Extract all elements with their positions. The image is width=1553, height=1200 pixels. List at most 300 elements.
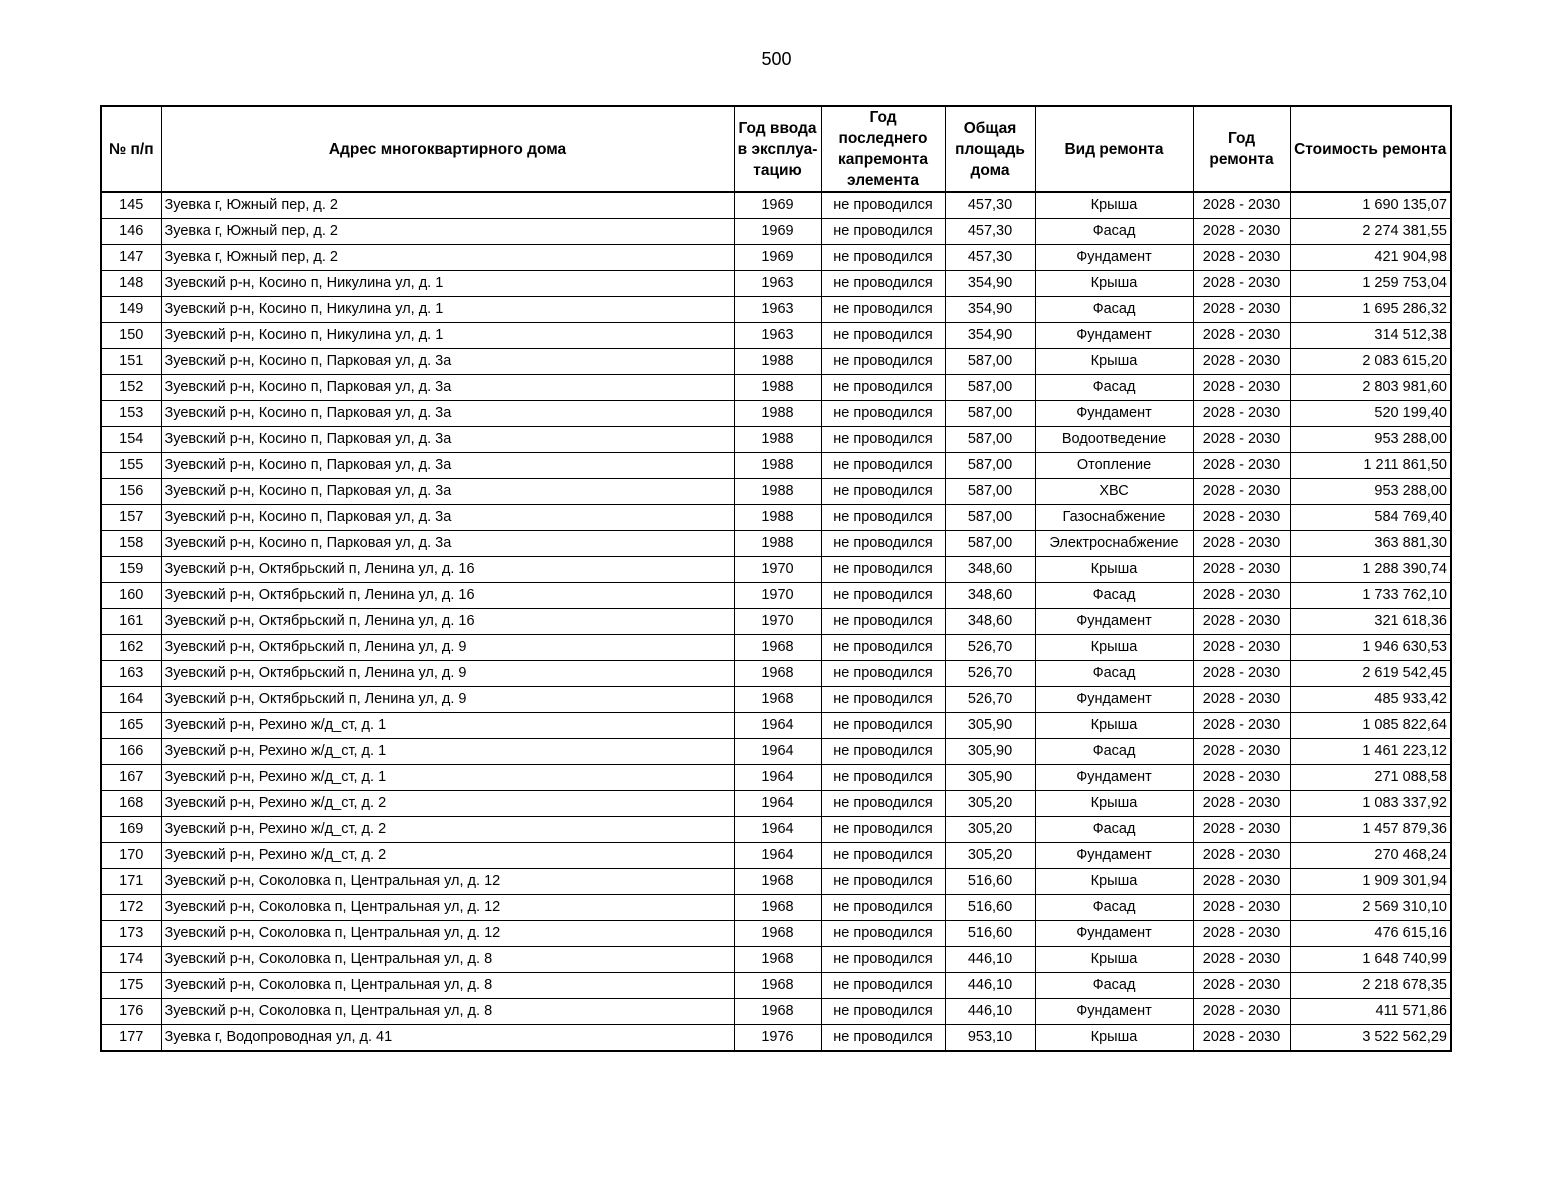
cell-address: Зуевский р-н, Октябрьский п, Ленина ул, д. 16	[161, 583, 734, 609]
table-header-row	[101, 106, 1451, 192]
cell-num: 164	[101, 687, 161, 713]
cell-cost: 314 512,38	[1290, 323, 1451, 349]
header-area: Общая площадь дома	[945, 106, 1035, 192]
cell-last-repair: не проводился	[821, 557, 945, 583]
header-cost: Стоимость ремонта	[1290, 106, 1451, 192]
cell-address: Зуевка г, Южный пер, д. 2	[161, 245, 734, 271]
cell-address: Зуевский р-н, Октябрьский п, Ленина ул, д. 16	[161, 609, 734, 635]
cell-last-repair: не проводился	[821, 453, 945, 479]
cell-address: Зуевский р-н, Рехино ж/д_ст, д. 2	[161, 791, 734, 817]
cell-year-built: 1976	[734, 1025, 821, 1052]
cell-cost: 3 522 562,29	[1290, 1025, 1451, 1052]
table-row	[101, 895, 1451, 921]
table-row	[101, 635, 1451, 661]
table-row	[101, 349, 1451, 375]
cell-address: Зуевка г, Южный пер, д. 2	[161, 219, 734, 245]
cell-address: Зуевка г, Водопроводная ул, д. 41	[161, 1025, 734, 1052]
cell-num: 156	[101, 479, 161, 505]
cell-address: Зуевский р-н, Октябрьский п, Ленина ул, д. 9	[161, 635, 734, 661]
cell-last-repair: не проводился	[821, 531, 945, 557]
cell-repair-kind: Фундамент	[1035, 687, 1193, 713]
cell-area: 516,60	[945, 869, 1035, 895]
page-number: 500	[761, 49, 792, 69]
cell-area: 953,10	[945, 1025, 1035, 1052]
cell-num: 167	[101, 765, 161, 791]
cell-last-repair: не проводился	[821, 375, 945, 401]
cell-last-repair: не проводился	[821, 947, 945, 973]
cell-area: 457,30	[945, 219, 1035, 245]
cell-year-built: 1988	[734, 531, 821, 557]
cell-repair-year: 2028 - 2030	[1193, 297, 1290, 323]
cell-area: 354,90	[945, 323, 1035, 349]
cell-repair-kind: Крыша	[1035, 192, 1193, 219]
cell-last-repair: не проводился	[821, 635, 945, 661]
cell-year-built: 1988	[734, 349, 821, 375]
cell-num: 147	[101, 245, 161, 271]
cell-num: 169	[101, 817, 161, 843]
cell-year-built: 1968	[734, 973, 821, 999]
cell-last-repair: не проводился	[821, 609, 945, 635]
cell-num: 165	[101, 713, 161, 739]
cell-cost: 270 468,24	[1290, 843, 1451, 869]
cell-last-repair: не проводился	[821, 401, 945, 427]
cell-area: 305,90	[945, 713, 1035, 739]
cell-last-repair: не проводился	[821, 739, 945, 765]
cell-repair-year: 2028 - 2030	[1193, 999, 1290, 1025]
cell-year-built: 1968	[734, 999, 821, 1025]
cell-repair-kind: Газоснабжение	[1035, 505, 1193, 531]
cell-area: 305,20	[945, 791, 1035, 817]
cell-cost: 1 259 753,04	[1290, 271, 1451, 297]
table-row	[101, 687, 1451, 713]
cell-year-built: 1988	[734, 505, 821, 531]
cell-repair-kind: Фасад	[1035, 973, 1193, 999]
cell-cost: 363 881,30	[1290, 531, 1451, 557]
table-row	[101, 453, 1451, 479]
cell-address: Зуевский р-н, Косино п, Парковая ул, д. 3а	[161, 453, 734, 479]
cell-num: 160	[101, 583, 161, 609]
cell-last-repair: не проводился	[821, 661, 945, 687]
cell-area: 305,20	[945, 843, 1035, 869]
cell-repair-kind: Отопление	[1035, 453, 1193, 479]
cell-year-built: 1964	[734, 843, 821, 869]
cell-last-repair: не проводился	[821, 765, 945, 791]
cell-repair-kind: Фасад	[1035, 661, 1193, 687]
cell-address: Зуевский р-н, Косино п, Парковая ул, д. 3а	[161, 375, 734, 401]
table-row	[101, 427, 1451, 453]
cell-repair-kind: Фасад	[1035, 219, 1193, 245]
cell-area: 587,00	[945, 505, 1035, 531]
cell-last-repair: не проводился	[821, 713, 945, 739]
cell-last-repair: не проводился	[821, 843, 945, 869]
cell-cost: 1 690 135,07	[1290, 192, 1451, 219]
cell-address: Зуевский р-н, Косино п, Парковая ул, д. 3а	[161, 401, 734, 427]
cell-cost: 321 618,36	[1290, 609, 1451, 635]
cell-num: 151	[101, 349, 161, 375]
cell-num: 153	[101, 401, 161, 427]
table-row	[101, 869, 1451, 895]
cell-last-repair: не проводился	[821, 427, 945, 453]
repair-schedule-table	[100, 105, 1452, 1052]
cell-repair-year: 2028 - 2030	[1193, 843, 1290, 869]
cell-repair-year: 2028 - 2030	[1193, 609, 1290, 635]
cell-cost: 520 199,40	[1290, 401, 1451, 427]
cell-year-built: 1964	[734, 791, 821, 817]
cell-address: Зуевский р-н, Косино п, Никулина ул, д. 1	[161, 271, 734, 297]
cell-last-repair: не проводился	[821, 999, 945, 1025]
cell-cost: 271 088,58	[1290, 765, 1451, 791]
cell-area: 305,90	[945, 739, 1035, 765]
cell-num: 154	[101, 427, 161, 453]
cell-repair-year: 2028 - 2030	[1193, 453, 1290, 479]
cell-cost: 953 288,00	[1290, 479, 1451, 505]
cell-cost: 1 211 861,50	[1290, 453, 1451, 479]
cell-area: 305,90	[945, 765, 1035, 791]
cell-area: 587,00	[945, 427, 1035, 453]
cell-repair-year: 2028 - 2030	[1193, 713, 1290, 739]
cell-cost: 1 648 740,99	[1290, 947, 1451, 973]
cell-cost: 2 619 542,45	[1290, 661, 1451, 687]
cell-area: 348,60	[945, 609, 1035, 635]
cell-last-repair: не проводился	[821, 271, 945, 297]
cell-year-built: 1964	[734, 817, 821, 843]
cell-repair-year: 2028 - 2030	[1193, 921, 1290, 947]
table-row	[101, 323, 1451, 349]
cell-cost: 2 218 678,35	[1290, 973, 1451, 999]
cell-year-built: 1963	[734, 297, 821, 323]
cell-cost: 953 288,00	[1290, 427, 1451, 453]
cell-last-repair: не проводился	[821, 869, 945, 895]
cell-repair-year: 2028 - 2030	[1193, 661, 1290, 687]
cell-cost: 2 803 981,60	[1290, 375, 1451, 401]
cell-repair-year: 2028 - 2030	[1193, 583, 1290, 609]
cell-year-built: 1968	[734, 635, 821, 661]
cell-year-built: 1969	[734, 219, 821, 245]
cell-cost: 1 288 390,74	[1290, 557, 1451, 583]
cell-num: 168	[101, 791, 161, 817]
cell-area: 587,00	[945, 479, 1035, 505]
cell-area: 587,00	[945, 453, 1035, 479]
cell-year-built: 1988	[734, 453, 821, 479]
cell-repair-kind: Фасад	[1035, 375, 1193, 401]
cell-cost: 2 083 615,20	[1290, 349, 1451, 375]
cell-repair-kind: Фундамент	[1035, 401, 1193, 427]
table-row	[101, 219, 1451, 245]
table-row	[101, 713, 1451, 739]
cell-repair-year: 2028 - 2030	[1193, 219, 1290, 245]
cell-num: 177	[101, 1025, 161, 1052]
cell-repair-kind: Фасад	[1035, 895, 1193, 921]
table-row	[101, 791, 1451, 817]
cell-repair-kind: Крыша	[1035, 1025, 1193, 1052]
cell-address: Зуевский р-н, Рехино ж/д_ст, д. 2	[161, 817, 734, 843]
table-row	[101, 947, 1451, 973]
cell-repair-year: 2028 - 2030	[1193, 245, 1290, 271]
cell-num: 157	[101, 505, 161, 531]
cell-repair-year: 2028 - 2030	[1193, 192, 1290, 219]
cell-last-repair: не проводился	[821, 505, 945, 531]
cell-num: 176	[101, 999, 161, 1025]
header-num: № п/п	[101, 106, 161, 192]
cell-address: Зуевский р-н, Соколовка п, Центральная ул, д. 8	[161, 999, 734, 1025]
table-row	[101, 999, 1451, 1025]
cell-num: 166	[101, 739, 161, 765]
header-year-built: Год ввода в эксплуа-тацию	[734, 106, 821, 192]
cell-address: Зуевский р-н, Октябрьский п, Ленина ул, д. 9	[161, 687, 734, 713]
cell-last-repair: не проводился	[821, 973, 945, 999]
cell-address: Зуевский р-н, Соколовка п, Центральная ул, д. 8	[161, 947, 734, 973]
cell-year-built: 1963	[734, 323, 821, 349]
cell-last-repair: не проводился	[821, 583, 945, 609]
cell-cost: 584 769,40	[1290, 505, 1451, 531]
cell-area: 587,00	[945, 375, 1035, 401]
table-row	[101, 505, 1451, 531]
cell-cost: 1 083 337,92	[1290, 791, 1451, 817]
table-row	[101, 661, 1451, 687]
cell-repair-year: 2028 - 2030	[1193, 505, 1290, 531]
cell-address: Зуевка г, Южный пер, д. 2	[161, 192, 734, 219]
table-row	[101, 271, 1451, 297]
cell-num: 172	[101, 895, 161, 921]
header-repair-year: Год ремонта	[1193, 106, 1290, 192]
table-row	[101, 375, 1451, 401]
table-row	[101, 1025, 1451, 1052]
cell-area: 587,00	[945, 349, 1035, 375]
cell-repair-kind: Фундамент	[1035, 843, 1193, 869]
cell-last-repair: не проводился	[821, 817, 945, 843]
cell-repair-kind: Крыша	[1035, 635, 1193, 661]
cell-num: 174	[101, 947, 161, 973]
cell-area: 348,60	[945, 583, 1035, 609]
cell-year-built: 1988	[734, 427, 821, 453]
table-row	[101, 479, 1451, 505]
cell-area: 354,90	[945, 271, 1035, 297]
cell-area: 354,90	[945, 297, 1035, 323]
cell-area: 348,60	[945, 557, 1035, 583]
cell-area: 457,30	[945, 245, 1035, 271]
cell-year-built: 1970	[734, 609, 821, 635]
cell-address: Зуевский р-н, Октябрьский п, Ленина ул, д. 16	[161, 557, 734, 583]
cell-last-repair: не проводился	[821, 297, 945, 323]
cell-year-built: 1968	[734, 687, 821, 713]
cell-repair-kind: Фундамент	[1035, 921, 1193, 947]
cell-repair-year: 2028 - 2030	[1193, 531, 1290, 557]
cell-year-built: 1964	[734, 739, 821, 765]
cell-repair-year: 2028 - 2030	[1193, 427, 1290, 453]
cell-repair-kind: Крыша	[1035, 349, 1193, 375]
cell-cost: 2 569 310,10	[1290, 895, 1451, 921]
cell-cost: 411 571,86	[1290, 999, 1451, 1025]
cell-num: 152	[101, 375, 161, 401]
cell-address: Зуевский р-н, Рехино ж/д_ст, д. 2	[161, 843, 734, 869]
cell-address: Зуевский р-н, Косино п, Никулина ул, д. 1	[161, 323, 734, 349]
cell-repair-year: 2028 - 2030	[1193, 817, 1290, 843]
cell-num: 159	[101, 557, 161, 583]
cell-last-repair: не проводился	[821, 921, 945, 947]
table-row	[101, 843, 1451, 869]
cell-repair-year: 2028 - 2030	[1193, 791, 1290, 817]
cell-last-repair: не проводился	[821, 895, 945, 921]
cell-repair-kind: Фасад	[1035, 297, 1193, 323]
cell-last-repair: не проводился	[821, 323, 945, 349]
cell-repair-year: 2028 - 2030	[1193, 401, 1290, 427]
cell-cost: 1 733 762,10	[1290, 583, 1451, 609]
table-row	[101, 192, 1451, 219]
cell-year-built: 1969	[734, 192, 821, 219]
cell-area: 587,00	[945, 531, 1035, 557]
cell-year-built: 1969	[734, 245, 821, 271]
cell-cost: 1 946 630,53	[1290, 635, 1451, 661]
cell-last-repair: не проводился	[821, 192, 945, 219]
cell-last-repair: не проводился	[821, 219, 945, 245]
cell-repair-year: 2028 - 2030	[1193, 349, 1290, 375]
cell-last-repair: не проводился	[821, 1025, 945, 1052]
cell-repair-year: 2028 - 2030	[1193, 1025, 1290, 1052]
cell-repair-year: 2028 - 2030	[1193, 765, 1290, 791]
cell-repair-year: 2028 - 2030	[1193, 895, 1290, 921]
cell-num: 150	[101, 323, 161, 349]
table-row	[101, 973, 1451, 999]
cell-area: 516,60	[945, 921, 1035, 947]
cell-repair-year: 2028 - 2030	[1193, 557, 1290, 583]
cell-repair-kind: Фундамент	[1035, 999, 1193, 1025]
cell-address: Зуевский р-н, Косино п, Парковая ул, д. 3а	[161, 427, 734, 453]
cell-last-repair: не проводился	[821, 245, 945, 271]
cell-repair-year: 2028 - 2030	[1193, 973, 1290, 999]
cell-address: Зуевский р-н, Рехино ж/д_ст, д. 1	[161, 765, 734, 791]
table-row	[101, 297, 1451, 323]
cell-num: 173	[101, 921, 161, 947]
cell-last-repair: не проводился	[821, 479, 945, 505]
cell-repair-year: 2028 - 2030	[1193, 271, 1290, 297]
cell-repair-kind: Водоотведение	[1035, 427, 1193, 453]
cell-year-built: 1988	[734, 375, 821, 401]
cell-repair-year: 2028 - 2030	[1193, 739, 1290, 765]
cell-cost: 1 909 301,94	[1290, 869, 1451, 895]
header-repair-kind: Вид ремонта	[1035, 106, 1193, 192]
table-row	[101, 739, 1451, 765]
cell-repair-year: 2028 - 2030	[1193, 687, 1290, 713]
cell-num: 158	[101, 531, 161, 557]
cell-num: 161	[101, 609, 161, 635]
cell-repair-kind: ХВС	[1035, 479, 1193, 505]
table-row	[101, 531, 1451, 557]
cell-repair-kind: Крыша	[1035, 869, 1193, 895]
cell-cost: 2 274 381,55	[1290, 219, 1451, 245]
cell-area: 446,10	[945, 999, 1035, 1025]
cell-num: 170	[101, 843, 161, 869]
table-row	[101, 817, 1451, 843]
cell-repair-kind: Фундамент	[1035, 765, 1193, 791]
cell-repair-year: 2028 - 2030	[1193, 479, 1290, 505]
table-row	[101, 557, 1451, 583]
cell-area: 446,10	[945, 973, 1035, 999]
cell-repair-kind: Крыша	[1035, 791, 1193, 817]
cell-year-built: 1968	[734, 921, 821, 947]
cell-address: Зуевский р-н, Соколовка п, Центральная ул, д. 12	[161, 895, 734, 921]
table-row	[101, 609, 1451, 635]
cell-repair-kind: Фундамент	[1035, 245, 1193, 271]
table-row	[101, 401, 1451, 427]
cell-year-built: 1988	[734, 479, 821, 505]
cell-year-built: 1970	[734, 557, 821, 583]
header-last-repair: Год последнего капремонта элемента	[821, 106, 945, 192]
cell-cost: 485 933,42	[1290, 687, 1451, 713]
cell-address: Зуевский р-н, Косино п, Парковая ул, д. 3а	[161, 505, 734, 531]
cell-repair-year: 2028 - 2030	[1193, 869, 1290, 895]
table-row	[101, 583, 1451, 609]
cell-area: 526,70	[945, 635, 1035, 661]
cell-last-repair: не проводился	[821, 349, 945, 375]
cell-address: Зуевский р-н, Косино п, Никулина ул, д. 1	[161, 297, 734, 323]
cell-num: 146	[101, 219, 161, 245]
header-address: Адрес многоквартирного дома	[161, 106, 734, 192]
cell-cost: 1 695 286,32	[1290, 297, 1451, 323]
cell-repair-kind: Крыша	[1035, 947, 1193, 973]
table-row	[101, 245, 1451, 271]
cell-address: Зуевский р-н, Рехино ж/д_ст, д. 1	[161, 713, 734, 739]
cell-last-repair: не проводился	[821, 791, 945, 817]
cell-repair-kind: Фасад	[1035, 583, 1193, 609]
cell-area: 526,70	[945, 687, 1035, 713]
cell-num: 148	[101, 271, 161, 297]
cell-address: Зуевский р-н, Соколовка п, Центральная ул, д. 12	[161, 921, 734, 947]
cell-area: 587,00	[945, 401, 1035, 427]
cell-repair-kind: Крыша	[1035, 271, 1193, 297]
cell-area: 457,30	[945, 192, 1035, 219]
cell-cost: 1 461 223,12	[1290, 739, 1451, 765]
cell-num: 155	[101, 453, 161, 479]
cell-cost: 476 615,16	[1290, 921, 1451, 947]
cell-repair-year: 2028 - 2030	[1193, 947, 1290, 973]
cell-repair-year: 2028 - 2030	[1193, 323, 1290, 349]
cell-year-built: 1964	[734, 713, 821, 739]
cell-cost: 1 457 879,36	[1290, 817, 1451, 843]
cell-year-built: 1964	[734, 765, 821, 791]
cell-repair-kind: Фасад	[1035, 817, 1193, 843]
cell-num: 162	[101, 635, 161, 661]
cell-address: Зуевский р-н, Рехино ж/д_ст, д. 1	[161, 739, 734, 765]
cell-address: Зуевский р-н, Соколовка п, Центральная ул, д. 8	[161, 973, 734, 999]
cell-repair-kind: Фундамент	[1035, 609, 1193, 635]
cell-last-repair: не проводился	[821, 687, 945, 713]
cell-address: Зуевский р-н, Косино п, Парковая ул, д. 3а	[161, 479, 734, 505]
cell-area: 446,10	[945, 947, 1035, 973]
table-body	[101, 192, 1451, 1051]
cell-year-built: 1968	[734, 869, 821, 895]
table-row	[101, 765, 1451, 791]
cell-address: Зуевский р-н, Косино п, Парковая ул, д. 3а	[161, 531, 734, 557]
cell-year-built: 1968	[734, 895, 821, 921]
cell-address: Зуевский р-н, Октябрьский п, Ленина ул, д. 9	[161, 661, 734, 687]
cell-cost: 421 904,98	[1290, 245, 1451, 271]
cell-area: 516,60	[945, 895, 1035, 921]
cell-repair-year: 2028 - 2030	[1193, 635, 1290, 661]
cell-cost: 1 085 822,64	[1290, 713, 1451, 739]
cell-address: Зуевский р-н, Соколовка п, Центральная ул, д. 12	[161, 869, 734, 895]
cell-area: 305,20	[945, 817, 1035, 843]
cell-num: 163	[101, 661, 161, 687]
cell-year-built: 1970	[734, 583, 821, 609]
cell-num: 145	[101, 192, 161, 219]
cell-year-built: 1963	[734, 271, 821, 297]
cell-year-built: 1988	[734, 401, 821, 427]
cell-num: 175	[101, 973, 161, 999]
cell-repair-kind: Фундамент	[1035, 323, 1193, 349]
table-row	[101, 921, 1451, 947]
cell-repair-year: 2028 - 2030	[1193, 375, 1290, 401]
cell-repair-kind: Крыша	[1035, 713, 1193, 739]
